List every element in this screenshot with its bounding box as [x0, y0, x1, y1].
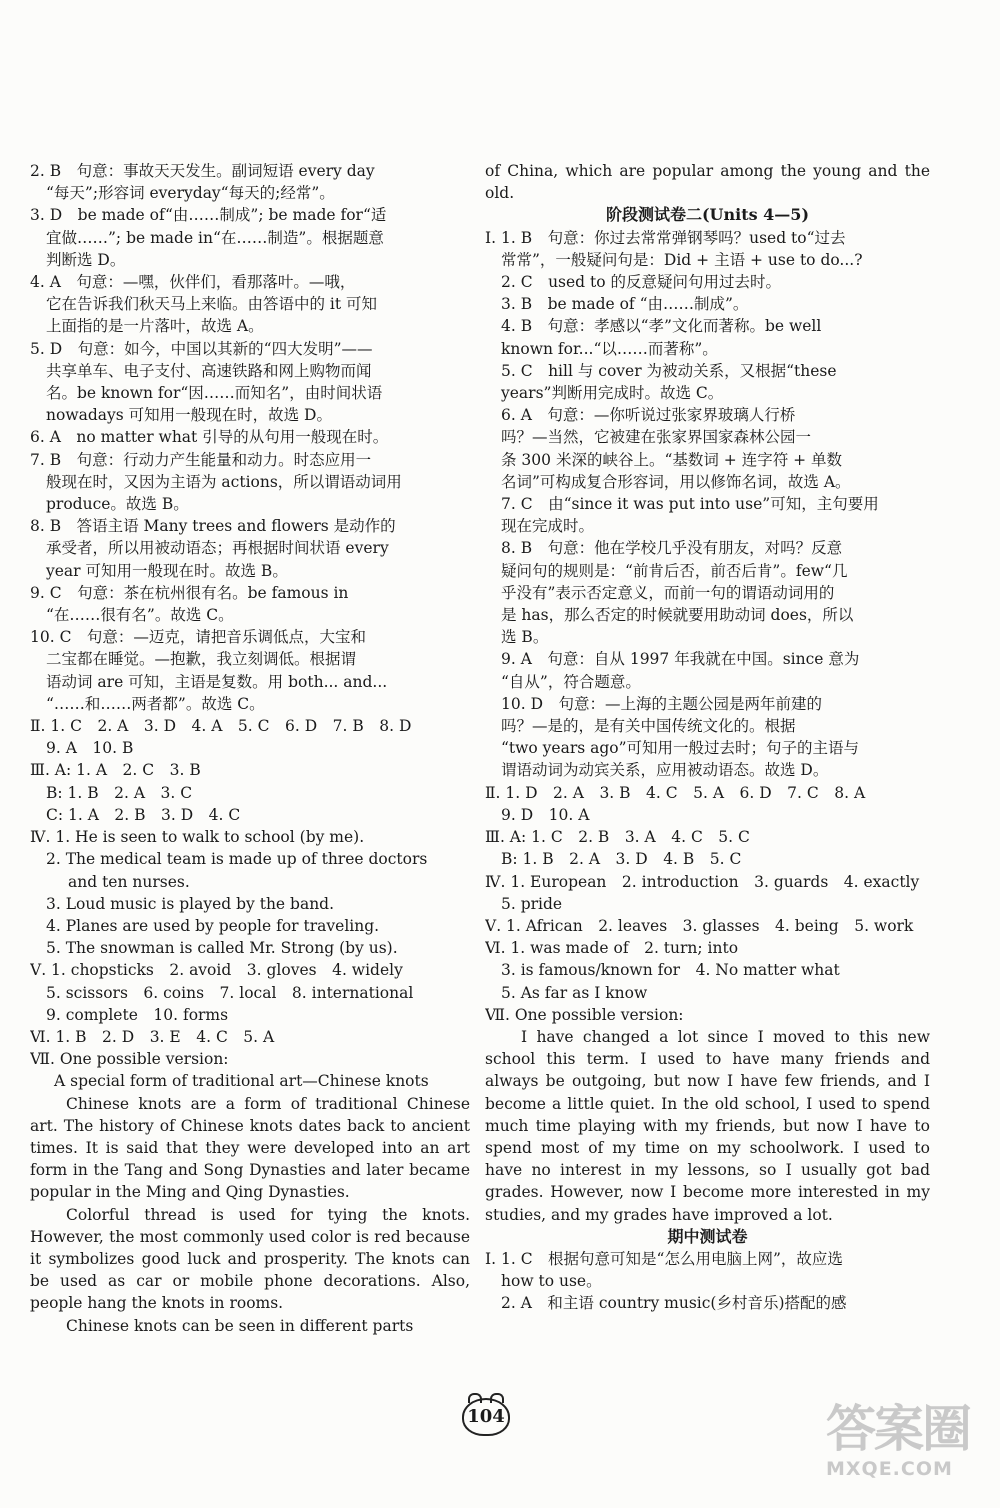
- left-line: 语动词 are 可知，主语是复数。用 both... and...: [46, 672, 388, 691]
- left-line: 9. A 10. B: [46, 739, 134, 758]
- left-line: “每天”;形容词 everyday“每天的;经常”。: [46, 184, 335, 203]
- left-line: 5. scissors 6. coins 7. local 8. international: [46, 983, 414, 1002]
- left-line: 9. complete 10. forms: [46, 1005, 229, 1024]
- left-line: “……和……两者都”。故选 C。: [46, 694, 265, 713]
- left-line: 3. Loud music is played by the band.: [46, 894, 335, 913]
- right-line: 谓语动词为动宾关系，应用被动语态。故选 D。: [501, 761, 829, 780]
- right-line: 选 B。: [501, 628, 549, 647]
- left-line: 共享单车、电子支付、高速铁路和网上购物而闻: [46, 361, 372, 380]
- left-line: Chinese knots are a form of traditional Chinese art. The history of Chinese knots dates back to ancient times. It is said that they were developed into an art form in the Tang and Song Dynasties and later became popular in the Ming and Qing Dynasties.: [30, 1094, 470, 1202]
- right-line: 疑问句的规则是：“前肯后否，前否后肯”。few“几: [501, 561, 848, 580]
- right-line: 2. C used to 的反意疑问句用过去时。: [501, 273, 782, 292]
- right-line: 吗？—当然，它被建在张家界国家森林公园一: [501, 428, 812, 447]
- right-line: Ⅶ. One possible version:: [485, 1005, 684, 1024]
- right-line: 9. A 句意：自从 1997 年我就在中国。since 意为: [501, 650, 860, 669]
- right-line: 名词”可构成复合形容词，用以修饰名词，故选 A。: [501, 472, 851, 491]
- left-line: 宜做……”; be made in“在……制造”。根据题意: [46, 228, 384, 247]
- right-line: I have changed a lot since I moved to this new school this term. I used to have many friends and always be outgoing, but now I have few friends, and I become a little quiet. In the old school, I used to spend much time playing with my friends, but now I have to spend most of my time on my schoolwork. I used to have no interest in my lessons, so I usually got bad grades. However, now I become more interested in my studies, and my grades have improved a lot.: [485, 1027, 930, 1224]
- left-line: Ⅳ. 1. He is seen to walk to school (by me).: [30, 828, 365, 847]
- right-line: 乎没有”表示否定意义，而前一句的谓语动词用的: [501, 583, 835, 602]
- left-line: 10. C 句意：—迈克，请把音乐调低点，大宝和: [30, 628, 366, 647]
- right-line: 阶段测试卷二(Units 4—5): [605, 205, 810, 225]
- watermark: [826, 1400, 996, 1504]
- right-line: 5. As far as I know: [501, 983, 648, 1002]
- right-line: 6. A 句意：—你听说过张家界玻璃人行桥: [501, 406, 796, 425]
- right-line: 期中测试卷: [667, 1226, 748, 1246]
- right-column: [485, 160, 930, 1315]
- right-line: Ⅰ. 1. C 根据句意可知是“怎么用电脑上网”，故应选: [485, 1249, 843, 1268]
- left-line: C: 1. A 2. B 3. D 4. C: [46, 805, 241, 824]
- left-line: 3. D be made of“由……制成”; be made for“适: [30, 206, 387, 225]
- right-line: Ⅱ. 1. D 2. A 3. B 4. C 5. A 6. D 7. C 8. A: [485, 783, 866, 802]
- right-line: 3. is famous/known for 4. No matter what: [501, 961, 840, 980]
- page-number: 104: [462, 1398, 510, 1436]
- left-line: Ⅲ. A: 1. A 2. C 3. B: [30, 761, 201, 780]
- right-line: Ⅲ. A: 1. C 2. B 3. A 4. C 5. C: [485, 828, 750, 847]
- right-line: years”判断用完成时。故选 C。: [501, 384, 724, 403]
- left-line: 它在告诉我们秋天马上来临。由答语中的 it 可知: [46, 295, 378, 314]
- left-line: Colorful thread is used for tying the knots. However, the most commonly used color is red because it symbolizes good luck and prosperity. The knots can be used as car or mobile phone decorations. Also, people hang the knots in rooms.: [30, 1205, 470, 1313]
- right-line: 常常”，一般疑问句是：Did + 主语 + use to do...?: [501, 250, 863, 269]
- right-line: Ⅰ. 1. B 句意：你过去常常弹钢琴吗？used to“过去: [485, 228, 846, 247]
- right-line: 现在完成时。: [501, 517, 595, 536]
- left-line: Ⅵ. 1. B 2. D 3. E 4. C 5. A: [30, 1027, 275, 1046]
- left-line: 承受者，所以用被动语态；再根据时间状语 every: [46, 539, 389, 558]
- right-line: B: 1. B 2. A 3. D 4. B 5. C: [501, 850, 742, 869]
- right-line: “自从”，符合题意。: [501, 672, 641, 691]
- left-line: 6. A no matter what 引导的从句用一般现在时。: [30, 428, 389, 447]
- left-line: 二宝都在睡觉。—抱歉，我立刻调低。根据谓: [46, 650, 357, 669]
- left-column: [30, 160, 470, 1337]
- right-line: 10. D 句意：—上海的主题公园是两年前建的: [501, 694, 823, 713]
- left-line: Ⅶ. One possible version:: [30, 1050, 229, 1069]
- left-line: A special form of traditional art—Chinese knots: [54, 1072, 429, 1091]
- right-line: how to use。: [501, 1272, 602, 1291]
- left-line: 4. Planes are used by people for traveling.: [46, 916, 380, 935]
- left-line: “在……很有名”。故选 C。: [46, 606, 234, 625]
- right-line: 7. C 由“since it was put into use”可知，主句要用: [501, 495, 879, 514]
- left-line: 7. B 句意：行动力产生能量和动力。时态应用一: [30, 450, 372, 469]
- right-line: 5. C hill 与 cover 为被动关系，又根据“these: [501, 361, 837, 380]
- right-line: 4. B 句意：孝感以“孝”文化而著称。be well: [501, 317, 822, 336]
- right-line: known for...“以……而著称”。: [501, 339, 718, 358]
- left-line: 8. B 答语主语 Many trees and flowers 是动作的: [30, 517, 396, 536]
- left-line: 2. B 句意：事故天天发生。副词短语 every day: [30, 162, 375, 180]
- left-line: 5. D 句意：如今，中国以其新的“四大发明”——: [30, 339, 373, 358]
- left-line: nowadays 可知用一般现在时，故选 D。: [46, 406, 332, 425]
- left-line: 5. The snowman is called Mr. Strong (by us).: [46, 939, 398, 958]
- left-line: 般现在时，又因为主语为 actions，所以谓语动词用: [46, 472, 402, 491]
- right-line: 5. pride: [501, 894, 563, 913]
- left-line: 判断选 D。: [46, 250, 126, 269]
- watermark-logo: 答案圈: [826, 1400, 970, 1458]
- right-line: 8. B 句意：他在学校几乎没有朋友，对吗？反意: [501, 539, 843, 558]
- right-line: 3. B be made of “由……制成”。: [501, 295, 749, 314]
- left-line: 9. C 句意：茶在杭州很有名。be famous in: [30, 583, 349, 602]
- left-line: 2. The medical team is made up of three doctors: [46, 850, 428, 869]
- right-line: 9. D 10. A: [501, 805, 590, 824]
- right-line: 吗？—是的，是有关中国传统文化的。根据: [501, 717, 796, 736]
- left-line: Chinese knots can be seen in different parts: [66, 1316, 414, 1335]
- left-line: 上面指的是一片落叶，故选 A。: [46, 317, 264, 336]
- right-line: Ⅴ. 1. African 2. leaves 3. glasses 4. being 5. work: [485, 916, 914, 935]
- right-line: Ⅳ. 1. European 2. introduction 3. guards 4. exactly: [485, 872, 920, 891]
- left-line: Ⅱ. 1. C 2. A 3. D 4. A 5. C 6. D 7. B 8. D: [30, 717, 412, 736]
- right-line: 2. A 和主语 country music(乡村音乐)搭配的感: [501, 1294, 847, 1313]
- right-line: 是 has，那么否定的时候就要用助动词 does，所以: [501, 606, 854, 625]
- left-line: 4. A 句意：—嘿，伙伴们，看那落叶。—哦，: [30, 273, 356, 292]
- right-line: 条 300 米深的峡谷上。“基数词 + 连字符 + 单数: [501, 450, 843, 469]
- right-line: of China, which are popular among the young and the old.: [485, 162, 930, 203]
- left-line: year 可知用一般现在时。故选 B。: [46, 561, 288, 580]
- left-line: produce。故选 B。: [46, 495, 189, 514]
- right-line: Ⅵ. 1. was made of 2. turn; into: [485, 939, 739, 958]
- watermark-url: MXQE.COM: [826, 1458, 953, 1480]
- left-line: 名。be known for“因……而知名”，由时间状语: [46, 384, 383, 403]
- left-line: Ⅴ. 1. chopsticks 2. avoid 3. gloves 4. widely: [30, 961, 403, 980]
- right-line: “two years ago”可知用一般过去时；句子的主语与: [501, 739, 860, 758]
- left-line: B: 1. B 2. A 3. C: [46, 783, 193, 802]
- left-line: and ten nurses.: [68, 872, 190, 891]
